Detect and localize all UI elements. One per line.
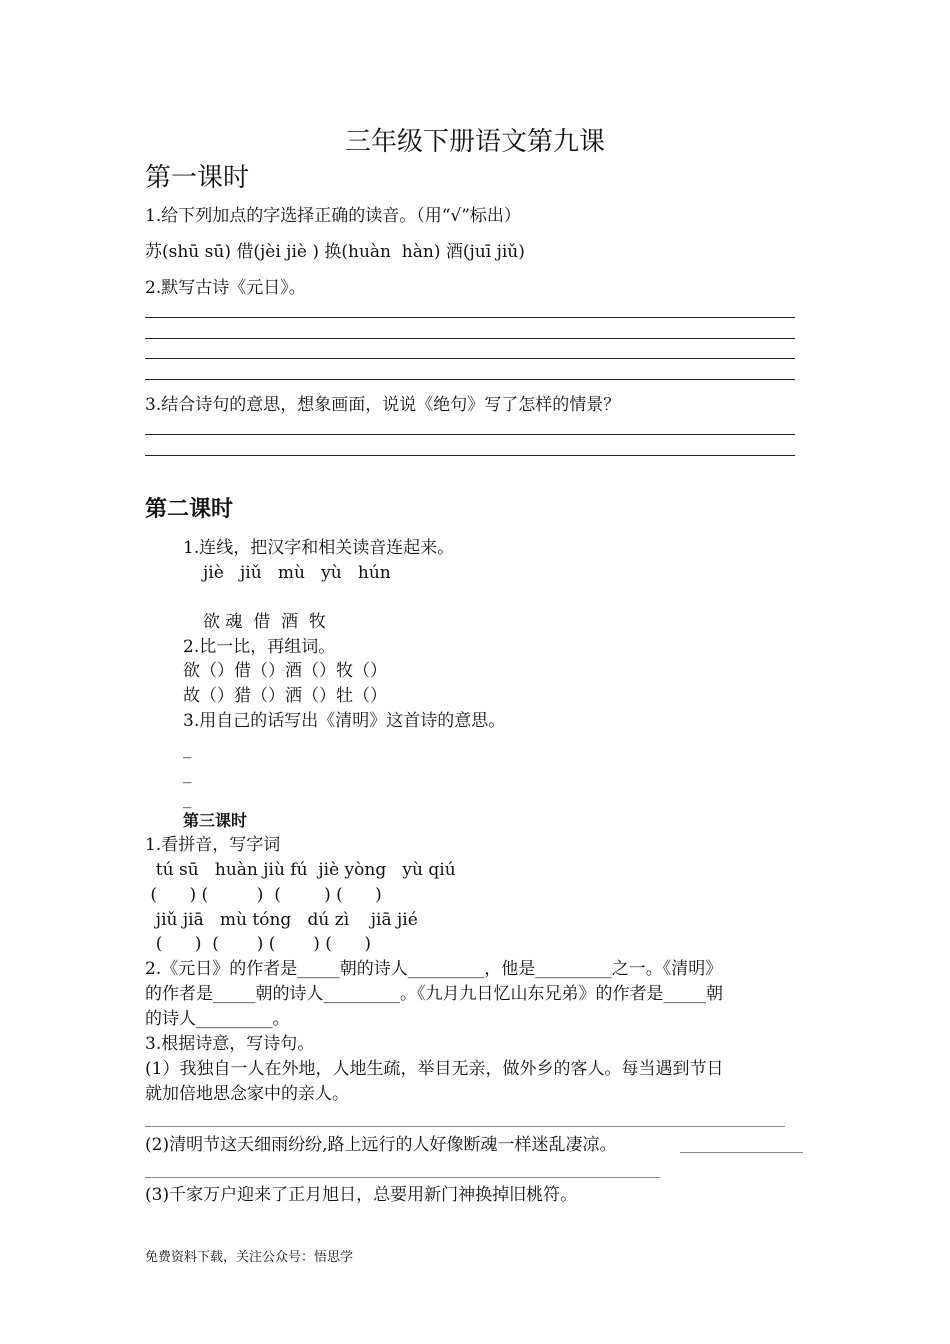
lesson2-chars-row: 欲 魂 借 酒 牧 <box>203 612 326 632</box>
lesson1-q2: 2.默写古诗《元日》。 <box>145 278 306 298</box>
answer-line[interactable] <box>145 379 795 380</box>
answer-line[interactable] <box>145 455 795 456</box>
lesson3-q2-line3: 的诗人_________。 <box>145 1009 290 1029</box>
lesson2-q1: 1.连线，把汉字和相关读音连起来。 <box>183 538 455 558</box>
answer-line[interactable] <box>145 434 795 435</box>
answer-line[interactable] <box>145 317 795 318</box>
answer-line[interactable] <box>145 358 795 359</box>
lesson3-q3: 3.根据诗意，写诗句。 <box>145 1034 315 1054</box>
lesson3-q2-line2: 的作者是_____朝的诗人_________。《九月九日忆山东兄弟》的作者是_____朝 <box>145 984 723 1004</box>
footer-note: 免费资料下载，关注公众号：悟思学 <box>145 1250 354 1265</box>
lesson1-q1: 1.给下列加点的字选择正确的读音。（用“√”标出） <box>145 206 521 226</box>
lesson3-brackets-row1: ( ) ( ) ( ) ( ) <box>145 885 382 905</box>
lesson2-q2: 2.比一比，再组词。 <box>183 637 336 657</box>
lesson2-pinyin-row: jiè jiǔ mù yù hún <box>203 563 391 583</box>
lesson2-compare-row2: 故（）猎（）洒（）牡（） <box>183 686 387 706</box>
answer-line[interactable] <box>145 338 795 339</box>
answer-dash[interactable]: _ <box>183 739 192 759</box>
lesson3-brackets-row2: ( ) ( ) ( ) ( ) <box>145 934 371 954</box>
lesson3-pinyin-row2: jiǔ jiā mù tóng dú zì jiā jié <box>145 910 418 930</box>
lesson3-q1: 1.看拼音，写字词 <box>145 835 281 855</box>
lesson1-heading: 第一课时 <box>145 163 250 193</box>
answer-line[interactable] <box>145 1177 660 1178</box>
lesson1-q3: 3.结合诗句的意思，想象画面，说说《绝句》写了怎样的情景？ <box>145 395 621 415</box>
lesson1-q1-options: 苏(shū sū) 借(jèi jiè ) 换(huàn hàn) 酒(juī jiǔ) <box>145 242 525 262</box>
lesson3-q3-1-line2: 就加倍地思念家中的亲人。 <box>145 1084 349 1104</box>
lesson3-heading: 第三课时 <box>183 811 248 830</box>
answer-line[interactable] <box>145 1126 785 1127</box>
lesson3-q3-2: (2)清明节这天细雨纷纷,路上远行的人好像断魂一样迷乱凄凉。 <box>145 1135 617 1155</box>
lesson3-q2-line1: 2.《元日》的作者是_____朝的诗人_________，他是_________之一。《清明》 <box>145 959 723 979</box>
lesson3-q3-1-line1: (1）我独自一人在外地，人地生疏，举目无亲，做外乡的客人。每当遇到节日 <box>145 1059 724 1079</box>
lesson2-heading: 第二课时 <box>145 497 234 522</box>
answer-dash[interactable]: _ <box>183 789 192 809</box>
answer-dash[interactable]: _ <box>183 764 192 784</box>
answer-line[interactable] <box>680 1152 803 1153</box>
lesson2-compare-row1: 欲（）借（）酒（）牧（） <box>183 661 387 681</box>
lesson2-q3: 3.用自己的话写出《清明》这首诗的意思。 <box>183 711 506 731</box>
lesson3-q3-3: (3)千家万户迎来了正月旭日，总要用新门神换掉旧桃符。 <box>145 1185 578 1205</box>
page-title: 三年级下册语文第九课 <box>344 127 605 157</box>
lesson3-pinyin-row1: tú sū huàn jiù fú jiè yòng yù qiú <box>145 860 456 880</box>
